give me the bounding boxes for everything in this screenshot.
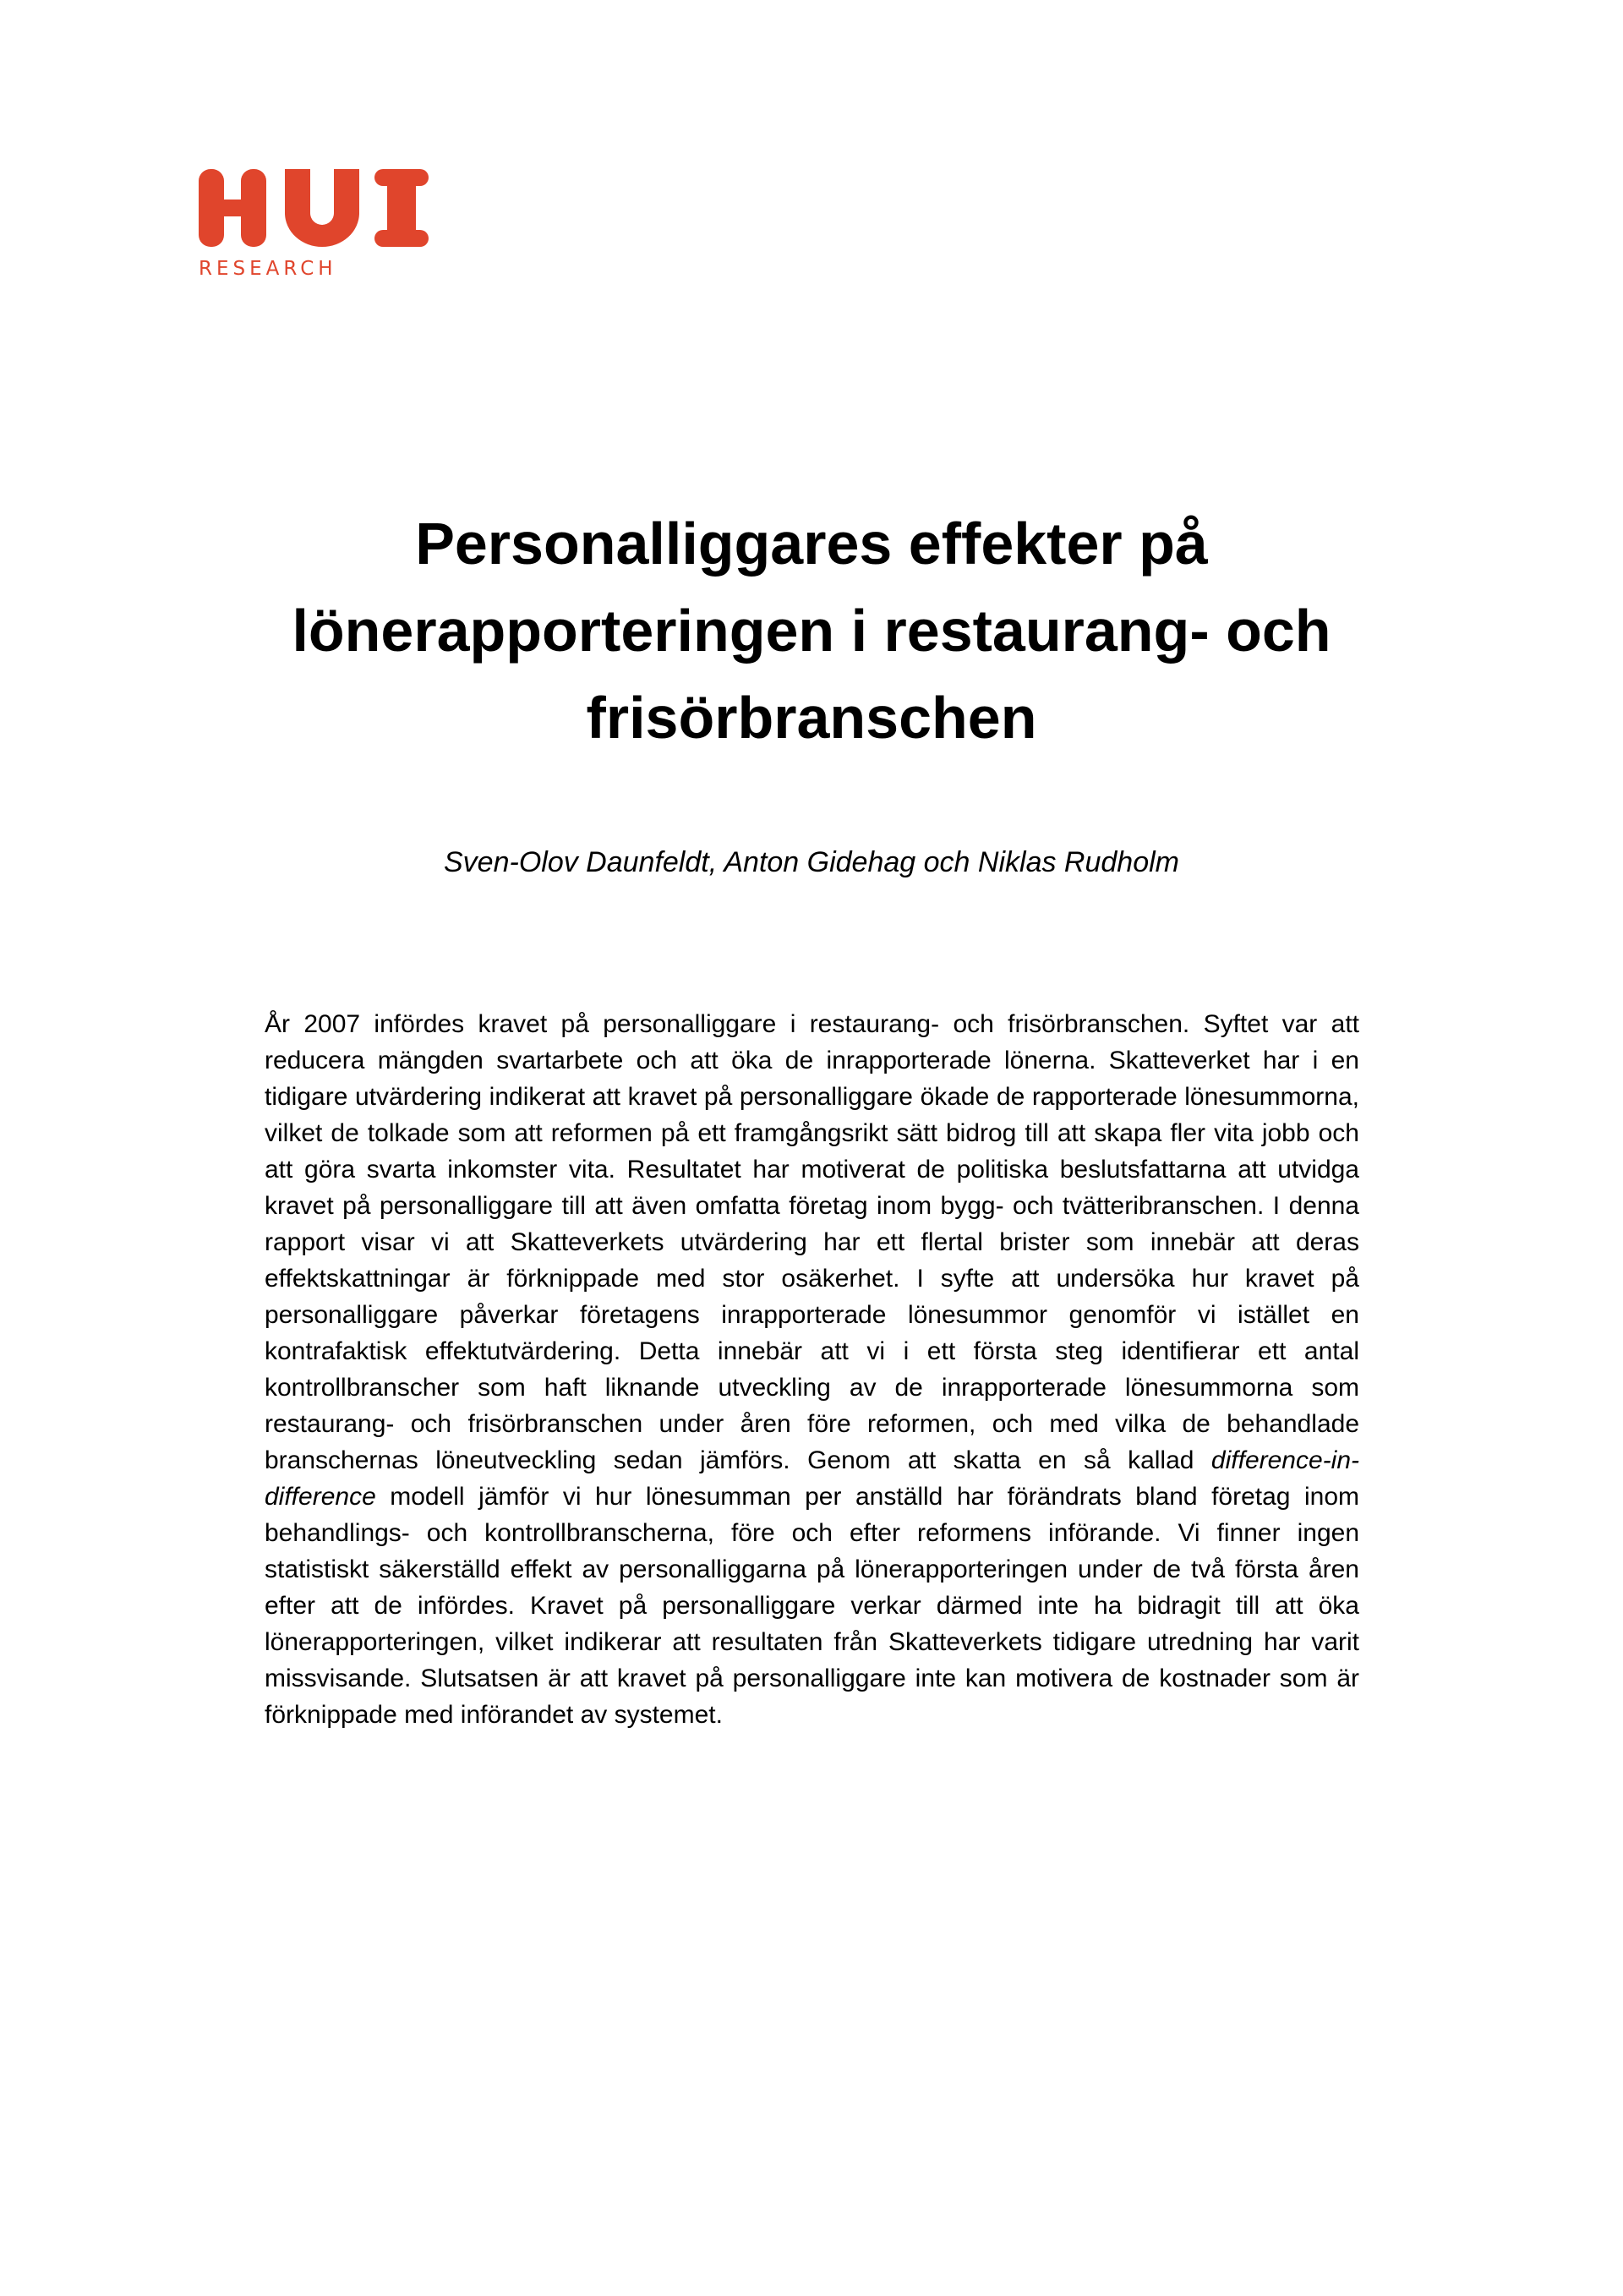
title-line-1: Personalliggares effekter på xyxy=(415,511,1208,577)
logo-letter-i xyxy=(374,169,429,247)
hui-research-logo xyxy=(199,169,429,280)
abstract-italic-phrase: difference-in-difference xyxy=(265,1446,1359,1511)
title-line-2: lönerapporteringen i restaurang- och xyxy=(292,598,1331,664)
abstract-text-part2: modell jämför vi hur lönesumman per anställd har förändrats bland företag inom behandlings- och kontrollbranscherna, före och efter reformens införande. Vi finner ingen statistiskt säkerställd effekt av personalliggarna på lönerapporteringen under de två första åren efter att de infördes. Kravet på personalliggare verkar därmed inte ha bidragit till att öka lönerapporteringen, vilket indikerar att resultaten från Skatteverkets tidigare utredning har varit missvisande. Slutsatsen är att kravet på personalliggare inte kan motivera de kostnader som är förknippade med införandet av systemet. xyxy=(265,1483,1359,1729)
logo-letter-h xyxy=(199,169,266,247)
abstract-paragraph xyxy=(265,1006,1359,1733)
hui-logo-icon xyxy=(199,169,429,247)
logo-subtitle: RESEARCH xyxy=(199,258,337,280)
title-line-3: frisörbranschen xyxy=(586,685,1037,751)
authors-line: Sven-Olov Daunfeldt, Anton Gidehag och Niklas Rudholm xyxy=(444,846,1179,878)
abstract-text-part1: År 2007 infördes kravet på personalliggare i restaurang- och frisörbranschen. Syftet var att reducera mängden svartarbete och att öka de inrapporterade lönerna. Skatteverket har i en tidigare utvärdering indikerat att kravet på personalliggare ökade de rapporterade lönesummorna, vilket de tolkade som att reformen på ett framgångsrikt sätt bidrog till att skapa fler vita jobb och att göra svarta inkomster vita. Resultatet har motiverat de politiska beslutsfattarna att utvidga kravet på personalliggare till att även omfatta företag inom bygg- och tvätteribranschen. I denna rapport visar vi att Skatteverkets utvärdering har ett flertal brister som innebär att deras effektskattningar är förknippade med stor osäkerhet. I syfte att undersöka hur kravet på personalliggare påverkar företagens inrapporterade lönesummor genomför vi istället en kontrafaktisk effektutvärdering. Detta innebär att vi i ett första steg identifierar ett antal kontrollbranscher som haft liknande utveckling av de inrapporterade lönesummorna som restaurang- och frisörbranschen under åren före reformen, och med vilka de behandlade branschernas löneutveckling sedan jämförs. Genom att skatta en så kallad xyxy=(265,1010,1359,1474)
page-title xyxy=(0,500,1623,762)
logo-letter-u xyxy=(285,169,359,247)
